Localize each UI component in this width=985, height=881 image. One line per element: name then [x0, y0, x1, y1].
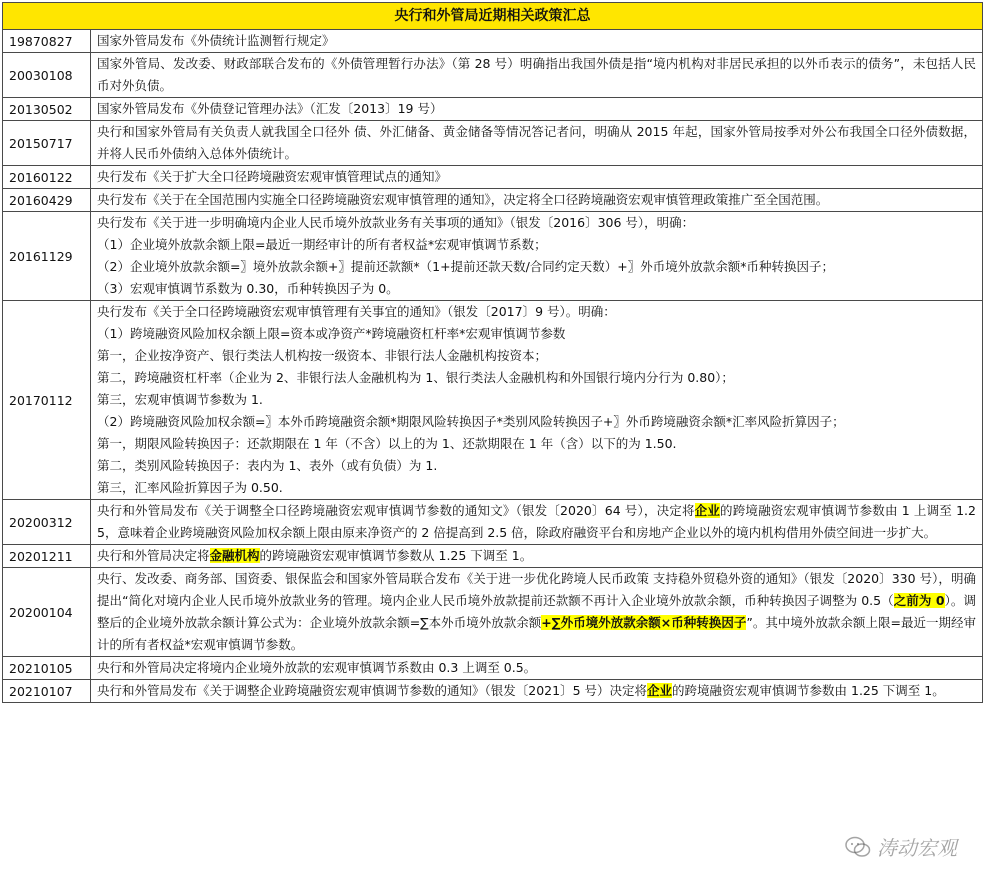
- highlighted-text: 企业: [694, 503, 721, 518]
- policy-text: 的跨境融资宏观审慎调节参数由 1 上调至 1.25，意味着企业跨境融资风险加权余额上限由原来净资产的 2 倍提高到 2.5 倍，除政府融资平台和房地产企业以外的境内机构借用外债空间进一步扩大。: [97, 503, 976, 540]
- table-row: [3, 98, 983, 121]
- policy-line: [97, 568, 976, 656]
- policy-line: [97, 189, 976, 211]
- table-row: [3, 657, 983, 680]
- highlighted-text: 企业: [647, 683, 673, 698]
- policy-line: [97, 389, 976, 411]
- date-cell: 20200312: [3, 500, 91, 545]
- policy-text: 国家外管局发布《外债统计监测暂行规定》: [97, 33, 335, 48]
- date-cell: 20150717: [3, 121, 91, 166]
- wechat-icon: [845, 836, 871, 858]
- policy-table: [2, 2, 983, 703]
- policy-text: 央行发布《关于全口径跨境融资宏观审慎管理有关事宜的通知》（银发〔2017〕9 号）。明确：: [97, 304, 616, 319]
- policy-text-cell: [91, 98, 983, 121]
- policy-line: [97, 500, 976, 544]
- policy-text: 央行和外管局发布《关于调整全口径跨境融资宏观审慎调节参数的通知文》（银发〔2020〕64 号），决定将: [97, 503, 695, 518]
- policy-line: [97, 411, 976, 433]
- policy-text-cell: [91, 500, 983, 545]
- policy-text-cell: [91, 189, 983, 212]
- table-row: [3, 30, 983, 53]
- policy-text-cell: [91, 212, 983, 301]
- policy-text: 央行、发改委、商务部、国资委、银保监会和国家外管局联合发布《关于进一步优化跨境人民币政策 支持稳外贸稳外资的通知》（银发〔2020〕330 号），明确提出“简化对境内企业人民币境外放款业务的管理。境内企业人民币境外放款提前还款额不再计入企业境外放款余额，币种转换因子调整为 0.5（: [97, 571, 976, 608]
- table-row: [3, 212, 983, 301]
- table-body: [3, 30, 983, 703]
- policy-text-cell: [91, 301, 983, 500]
- date-cell: 20160122: [3, 166, 91, 189]
- policy-line: [97, 166, 976, 188]
- policy-line: [97, 345, 976, 367]
- policy-text: 央行和外管局决定将境内企业境外放款的宏观审慎调节系数由 0.3 上调至 0.5。: [97, 660, 537, 675]
- policy-text: （3）宏观审慎调节系数为 0.30，币种转换因子为 0。: [97, 281, 399, 296]
- policy-text: 第三，宏观审慎调节参数为 1.: [97, 392, 263, 407]
- policy-line: [97, 278, 976, 300]
- policy-line: [97, 301, 976, 323]
- policy-line: [97, 323, 976, 345]
- policy-text: 央行和外管局决定将: [97, 548, 210, 563]
- table-row: [3, 500, 983, 545]
- watermark-text: 涛动宏观: [877, 836, 957, 860]
- policy-text-cell: [91, 568, 983, 657]
- policy-line: [97, 234, 976, 256]
- policy-text: 央行和外管局发布《关于调整企业跨境融资宏观审慎调节参数的通知》（银发〔2021〕5 号）决定将: [97, 683, 647, 698]
- date-cell: 20130502: [3, 98, 91, 121]
- table-row: [3, 166, 983, 189]
- policy-text: （1）企业境外放款余额上限=最近一期经审计的所有者权益*宏观审慎调节系数；: [97, 237, 547, 252]
- policy-text: 第一，企业按净资产、银行类法人机构按一级资本、非银行法人金融机构按资本；: [97, 348, 548, 363]
- highlighted-text: 之前为 0: [893, 593, 945, 608]
- table-row: [3, 545, 983, 568]
- policy-text: 央行发布《关于扩大全口径跨境融资宏观审慎管理试点的通知》: [97, 169, 448, 184]
- policy-text: 第一，期限风险转换因子：还款期限在 1 年（不含）以上的为 1、还款期限在 1 年（含）以下的为 1.50.: [97, 436, 677, 451]
- policy-line: [97, 212, 976, 234]
- policy-text-cell: [91, 680, 983, 703]
- policy-line: [97, 256, 976, 278]
- policy-line: [97, 98, 976, 120]
- policy-text: 央行发布《关于进一步明确境内企业人民币境外放款业务有关事项的通知》（银发〔2016〕306 号），明确：: [97, 215, 695, 230]
- policy-text: （1）跨境融资风险加权余额上限=资本或净资产*跨境融资杠杆率*宏观审慎调节参数: [97, 326, 566, 341]
- policy-line: [97, 433, 976, 455]
- date-cell: 20210107: [3, 680, 91, 703]
- table-row: [3, 568, 983, 657]
- policy-text: （2）企业境外放款余额=〗境外放款余额+〗提前还款额*（1+提前还款天数/合同约定天数）+〗外币境外放款余额*币种转换因子；: [97, 259, 835, 274]
- policy-text-cell: [91, 545, 983, 568]
- policy-text: （2）跨境融资风险加权余额=〗本外币跨境融资余额*期限风险转换因子*类别风险转换因子+〗外币跨境融资余额*汇率风险折算因子；: [97, 414, 845, 429]
- policy-text-cell: [91, 53, 983, 98]
- policy-text-cell: [91, 657, 983, 680]
- table-row: [3, 301, 983, 500]
- policy-text: 央行发布《关于在全国范围内实施全口径跨境融资宏观审慎管理的通知》，决定将全口径跨境融资宏观审慎管理政策推广至全国范围。: [97, 192, 829, 207]
- highlighted-text: +∑外币境外放款余额×币种转换因子: [541, 615, 747, 630]
- policy-text: ）。调整后的企业境外放款余额计算公式为：企业境外放款余额=∑本外币境外放款余额: [97, 593, 976, 630]
- policy-text: 国家外管局、发改委、财政部联合发布的《外债管理暂行办法》（第 28 号）明确指出我国外债是指“境内机构对非居民承担的以外币表示的债务”，未包括人民币对外负债。: [97, 56, 976, 93]
- date-cell: 20160429: [3, 189, 91, 212]
- policy-line: [97, 680, 976, 702]
- date-cell: 20161129: [3, 212, 91, 301]
- date-cell: 20030108: [3, 53, 91, 98]
- policy-text: 第三，汇率风险折算因子为 0.50.: [97, 480, 283, 495]
- policy-text: 第二，类别风险转换因子：表内为 1、表外（或有负债）为 1.: [97, 458, 438, 473]
- policy-text-cell: [91, 30, 983, 53]
- policy-line: [97, 657, 976, 679]
- highlighted-text: 金融机构: [209, 548, 260, 563]
- policy-line: [97, 367, 976, 389]
- policy-text: 央行和国家外管局有关负责人就我国全口径外 债、外汇储备、黄金储备等情况答记者问，明确从 2015 年起，国家外管局按季对外公布我国全口径外债数据，并将人民币外债纳入总体外债统计。: [97, 124, 976, 161]
- policy-text: 的跨境融资宏观审慎调节参数从 1.25 下调至 1。: [259, 548, 533, 563]
- watermark: [845, 832, 957, 861]
- date-cell: 20170112: [3, 301, 91, 500]
- policy-line: [97, 477, 976, 499]
- date-cell: 20210105: [3, 657, 91, 680]
- policy-text: ”。其中境外放款余额上限=最近一期经审计的所有者权益*宏观审慎调节参数。: [97, 615, 976, 652]
- date-cell: 19870827: [3, 30, 91, 53]
- policy-text-cell: [91, 121, 983, 166]
- policy-text: 第二，跨境融资杠杆率（企业为 2、非银行法人金融机构为 1、银行类法人金融机构和外国银行境内分行为 0.80）；: [97, 370, 734, 385]
- policy-text: 国家外管局发布《外债登记管理办法》（汇发〔2013〕19 号）: [97, 101, 443, 116]
- table-title-row: [3, 3, 983, 30]
- policy-line: [97, 545, 976, 567]
- table-row: [3, 53, 983, 98]
- date-cell: 20200104: [3, 568, 91, 657]
- policy-line: [97, 455, 976, 477]
- policy-line: [97, 53, 976, 97]
- policy-line: [97, 121, 976, 165]
- policy-text-cell: [91, 166, 983, 189]
- date-cell: 20201211: [3, 545, 91, 568]
- table-row: [3, 189, 983, 212]
- policy-line: [97, 30, 976, 52]
- table-row: [3, 680, 983, 703]
- table-title: 央行和外管局近期相关政策汇总: [3, 3, 983, 30]
- policy-text: 的跨境融资宏观审慎调节参数由 1.25 下调至 1。: [672, 683, 945, 698]
- table-row: [3, 121, 983, 166]
